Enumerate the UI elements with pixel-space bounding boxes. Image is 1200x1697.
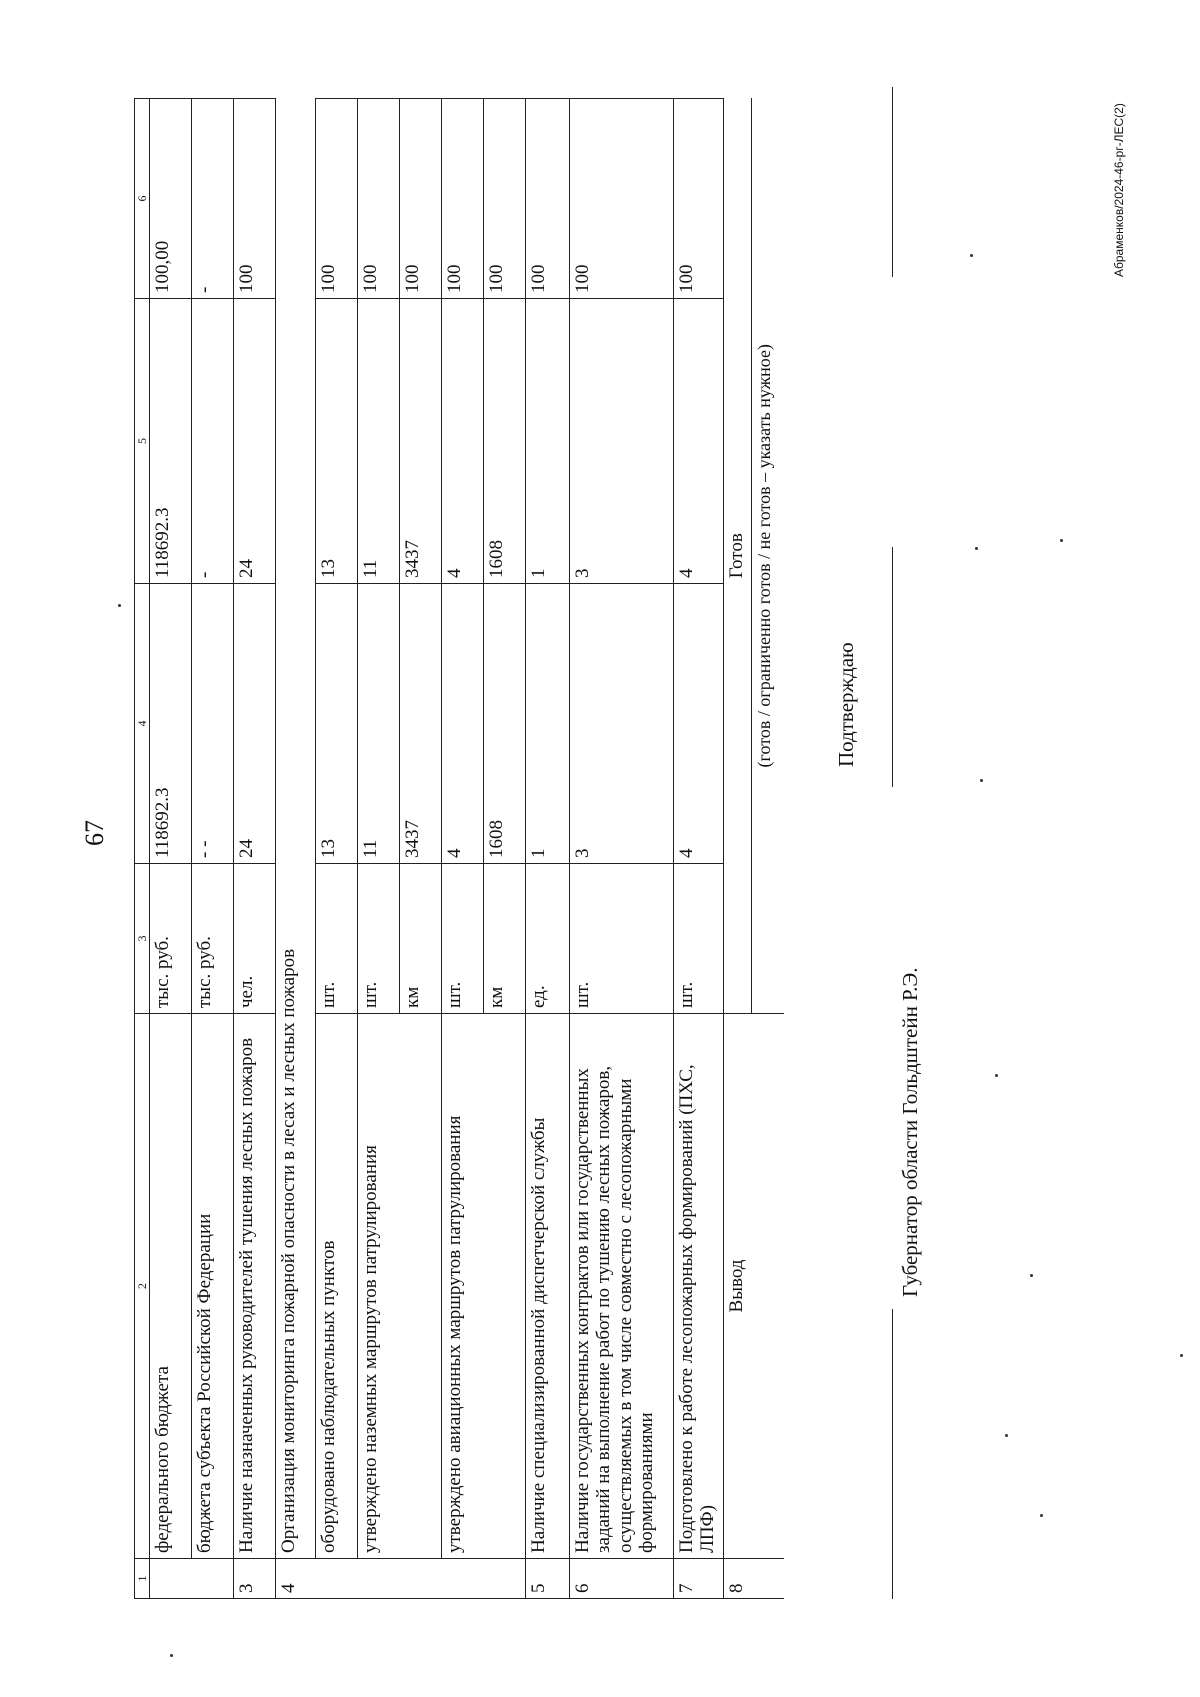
row-unit: км (400, 864, 442, 1014)
scan-speck (118, 604, 121, 607)
row-number: 8 (724, 1559, 784, 1599)
scan-speck (1060, 539, 1063, 542)
conclusion-hint: (готов / ограниченно готов / не готов – указать нужное) (752, 99, 784, 1014)
row-unit: шт. (442, 864, 484, 1014)
row-value-4: 4 (674, 584, 724, 864)
row-value-5: 4 (442, 299, 484, 584)
row-name: федерального бюджета (150, 1014, 192, 1559)
row-value-6: - (192, 99, 234, 299)
table-row (442, 99, 484, 1599)
conclusion-row (724, 99, 752, 1599)
row-value-6: 100 (484, 99, 526, 299)
table-row (674, 99, 724, 1599)
scan-speck (975, 547, 978, 550)
row-value-4: 3437 (400, 584, 442, 864)
row-value-5: 1 (526, 299, 570, 584)
readiness-table (134, 98, 784, 1599)
row-value-6: 100,00 (150, 99, 192, 299)
scan-speck (970, 254, 973, 257)
row-value-5: 3437 (400, 299, 442, 584)
row-number: 3 (234, 1559, 276, 1599)
table-row (526, 99, 570, 1599)
document-registration-stamp: Абраменков/2024-46-рг-ЛЕС(2) (1112, 103, 1126, 277)
row-value-4: 1608 (484, 584, 526, 864)
row-value-4: - - (192, 584, 234, 864)
row-unit: тыс. руб. (192, 864, 234, 1014)
row-unit: шт. (358, 864, 400, 1014)
table-row (358, 99, 400, 1599)
governor-signature-text: Губернатор области Гольдштейн Р.Э. (898, 967, 922, 1297)
row-unit: тыс. руб. (150, 864, 192, 1014)
row-value-5: 24 (234, 299, 276, 584)
row-value-6: 100 (400, 99, 442, 299)
row-value-5: 4 (674, 299, 724, 584)
table-row (570, 99, 674, 1599)
row-name: утверждено наземных маршрутов патрулирования (358, 1014, 442, 1559)
row-number (150, 1559, 234, 1599)
row-number: 4 (276, 1559, 526, 1599)
signature-line-mid (892, 547, 893, 787)
row-value-6: 100 (674, 99, 724, 299)
row-name: Наличие специализированной диспетчерской службы (526, 1014, 570, 1559)
row-value-6: 100 (442, 99, 484, 299)
row-value-6: 100 (358, 99, 400, 299)
signature-line-right (892, 87, 893, 277)
section-heading: Организация мониторинга пожарной опасности в лесах и лесных пожаров (276, 99, 316, 1559)
row-value-4: 3 (570, 584, 674, 864)
row-value-4: 118692.3 (150, 584, 192, 864)
table-row (316, 99, 358, 1599)
row-value-4: 1 (526, 584, 570, 864)
table-row (192, 99, 234, 1599)
scan-speck (1005, 1434, 1008, 1437)
conclusion-label: Вывод (724, 1014, 784, 1559)
row-value-5: - (192, 299, 234, 584)
row-value-6: 100 (570, 99, 674, 299)
scan-speck (995, 1074, 998, 1077)
row-unit: ед. (526, 864, 570, 1014)
scan-speck (1030, 1274, 1033, 1277)
page-number: 67 (80, 820, 109, 846)
row-unit: км (484, 864, 526, 1014)
table-row (276, 99, 316, 1599)
row-value-5: 1608 (484, 299, 526, 584)
table-row (234, 99, 276, 1599)
row-value-4: 24 (234, 584, 276, 864)
col-header-1: 1 (135, 1559, 150, 1599)
confirm-text: Подтверждаю (834, 642, 858, 767)
col-header-4: 4 (135, 584, 150, 864)
row-value-5: 11 (358, 299, 400, 584)
row-value-5: 3 (570, 299, 674, 584)
row-value-5: 13 (316, 299, 358, 584)
row-value-6: 100 (316, 99, 358, 299)
conclusion-value: Готов (724, 99, 752, 1014)
scan-speck (1180, 1354, 1183, 1357)
col-header-3: 3 (135, 864, 150, 1014)
table-row (150, 99, 192, 1599)
scan-speck (980, 779, 983, 782)
row-name: утверждено авиационных маршрутов патрулирования (442, 1014, 526, 1559)
row-name: оборудовано наблюдательных пунктов (316, 1014, 358, 1559)
col-header-6: 6 (135, 99, 150, 299)
row-unit: шт. (570, 864, 674, 1014)
col-header-2: 2 (135, 1014, 150, 1559)
scan-speck (1040, 1514, 1043, 1517)
row-number: 6 (570, 1559, 674, 1599)
row-value-6: 100 (234, 99, 276, 299)
signature-line-left (892, 1309, 893, 1599)
col-header-5: 5 (135, 299, 150, 584)
row-unit: шт. (316, 864, 358, 1014)
row-unit: чел. (234, 864, 276, 1014)
row-name: Подготовлено к работе лесопожарных формирований (ПХС, ЛПФ) (674, 1014, 724, 1559)
row-name: Наличие назначенных руководителей тушения лесных пожаров (234, 1014, 276, 1559)
row-value-4: 4 (442, 584, 484, 864)
row-number: 7 (674, 1559, 724, 1599)
row-name: Наличие государственных контрактов или государственных заданий на выполнение работ по тушению лесных пожаров, осуществляемых в том числе совместно с лесопожарными формированиями (570, 1014, 674, 1559)
row-number: 5 (526, 1559, 570, 1599)
row-unit: шт. (674, 864, 724, 1014)
row-name: бюджета субъекта Российской Федерации (192, 1014, 234, 1559)
scan-speck (170, 1654, 173, 1657)
row-value-6: 100 (526, 99, 570, 299)
row-value-4: 13 (316, 584, 358, 864)
column-numbers-row (135, 99, 150, 1599)
row-value-5: 118692.3 (150, 299, 192, 584)
row-value-4: 11 (358, 584, 400, 864)
